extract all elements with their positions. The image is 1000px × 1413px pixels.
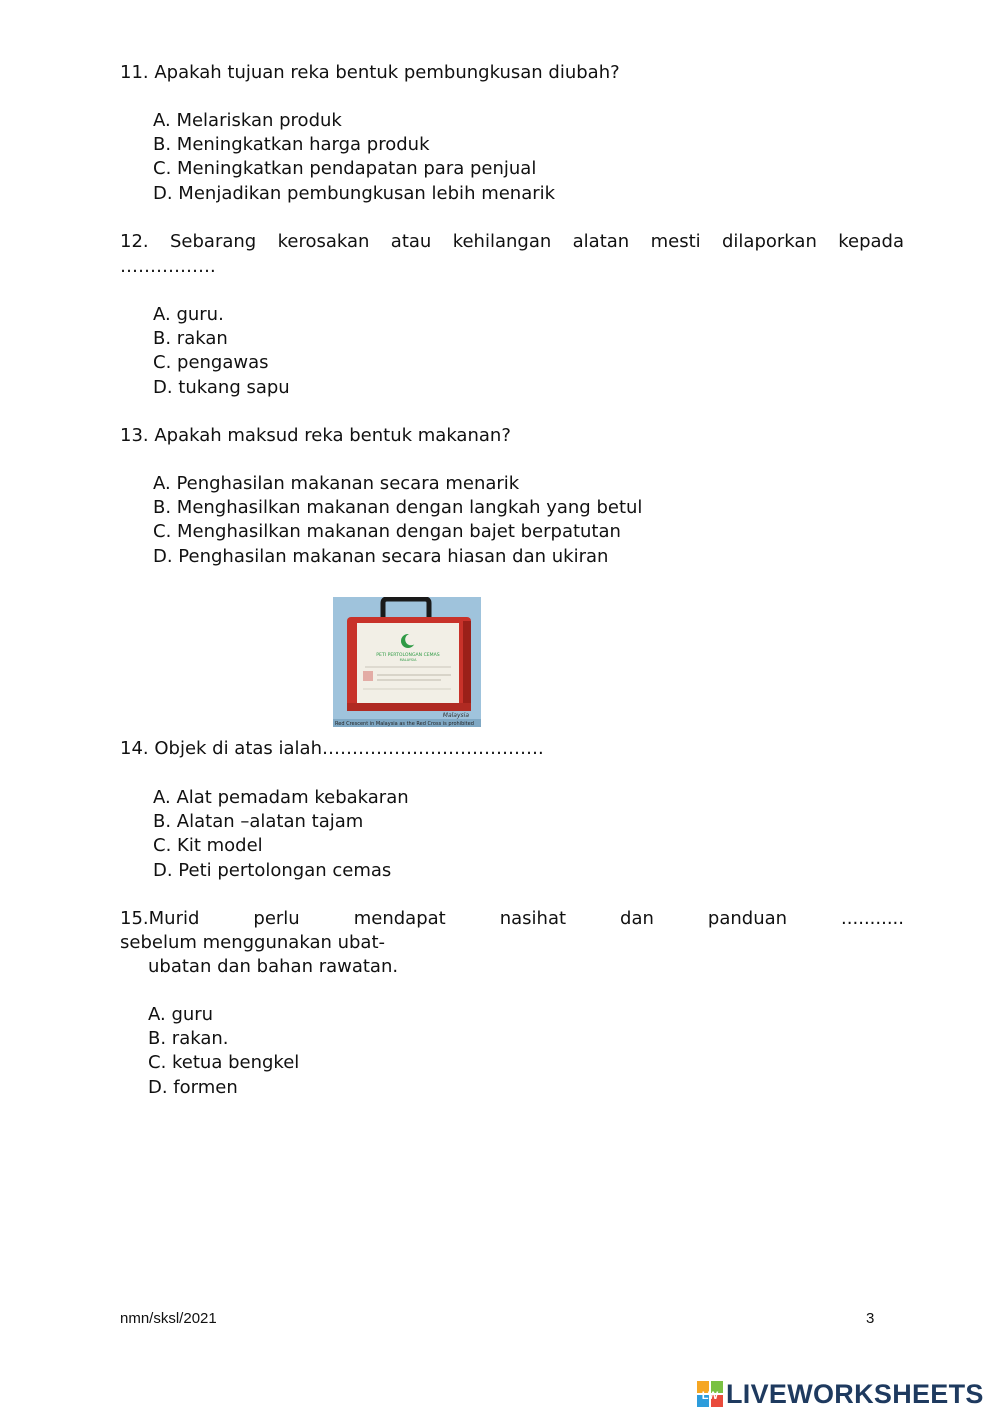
question-12-options xyxy=(153,303,290,400)
option-a: A. guru. xyxy=(153,304,224,325)
question-12-blank: ……………. xyxy=(120,256,216,277)
liveworksheets-text: LIVEWORKSHEETS xyxy=(726,1378,984,1409)
question-15-options xyxy=(148,1003,299,1100)
option-a: A. guru xyxy=(148,1004,214,1025)
kit-caption: Red Crescent in Malaysia as the Red Cross is prohibited xyxy=(335,721,474,727)
question-11: 11. Apakah tujuan reka bentuk pembungkusan diubah? xyxy=(120,62,620,83)
option-b: B. Menghasilkan makanan dengan langkah yang betul xyxy=(153,497,643,519)
option-b: B. rakan. xyxy=(148,1028,229,1050)
option-d: D. Peti pertolongan cemas xyxy=(153,859,392,881)
first-aid-kit-image xyxy=(333,597,481,727)
footer-code: nmn/sksl/2021 xyxy=(120,1310,217,1327)
option-a: A. Alat pemadam kebakaran xyxy=(153,787,409,808)
liveworksheets-watermark xyxy=(697,1377,984,1411)
option-d: D. Menjadikan pembungkusan lebih menarik xyxy=(153,182,556,204)
kit-label-top: PETI PERTOLONGAN CEMAS xyxy=(376,653,440,658)
option-b: B. rakan xyxy=(153,328,228,350)
option-b: B. Meningkatkan harga produk xyxy=(153,134,430,156)
kit-brand: Malaysia xyxy=(442,712,469,719)
question-12: 12. Sebarang kerosakan atau kehilangan alatan mesti dilaporkan kepada xyxy=(120,231,904,252)
option-a: A. Penghasilan makanan secara menarik xyxy=(153,473,520,494)
question-11-options xyxy=(153,109,555,206)
question-15-line3: ubatan dan bahan rawatan. xyxy=(148,956,399,977)
question-14: 14. Objek di atas ialah………………………………. xyxy=(120,738,544,759)
question-15-line2: sebelum menggunakan ubat- xyxy=(120,932,386,953)
question-14-options xyxy=(153,786,409,883)
option-c: C. Menghasilkan makanan dengan bajet berpatutan xyxy=(153,521,621,543)
option-d: D. tukang sapu xyxy=(153,376,290,398)
option-c: C. Kit model xyxy=(153,835,263,857)
question-13-options xyxy=(153,472,642,569)
option-c: C. ketua bengkel xyxy=(148,1052,300,1074)
option-c: C. Meningkatkan pendapatan para penjual xyxy=(153,158,537,180)
liveworksheets-logo-icon xyxy=(697,1381,723,1407)
option-d: D. Penghasilan makanan secara hiasan dan ukiran xyxy=(153,545,609,567)
option-c: C. pengawas xyxy=(153,352,269,374)
logo-letters: LW xyxy=(701,1390,719,1402)
kit-label-sub: MALAYSIA xyxy=(399,658,417,662)
option-d: D. formen xyxy=(148,1076,238,1098)
question-13: 13. Apakah maksud reka bentuk makanan? xyxy=(120,425,511,446)
option-a: A. Melariskan produk xyxy=(153,110,342,131)
page-number: 3 xyxy=(866,1310,875,1327)
option-b: B. Alatan –alatan tajam xyxy=(153,811,364,833)
question-15: 15.Murid perlu mendapat nasihat dan panduan ........... xyxy=(120,908,904,929)
